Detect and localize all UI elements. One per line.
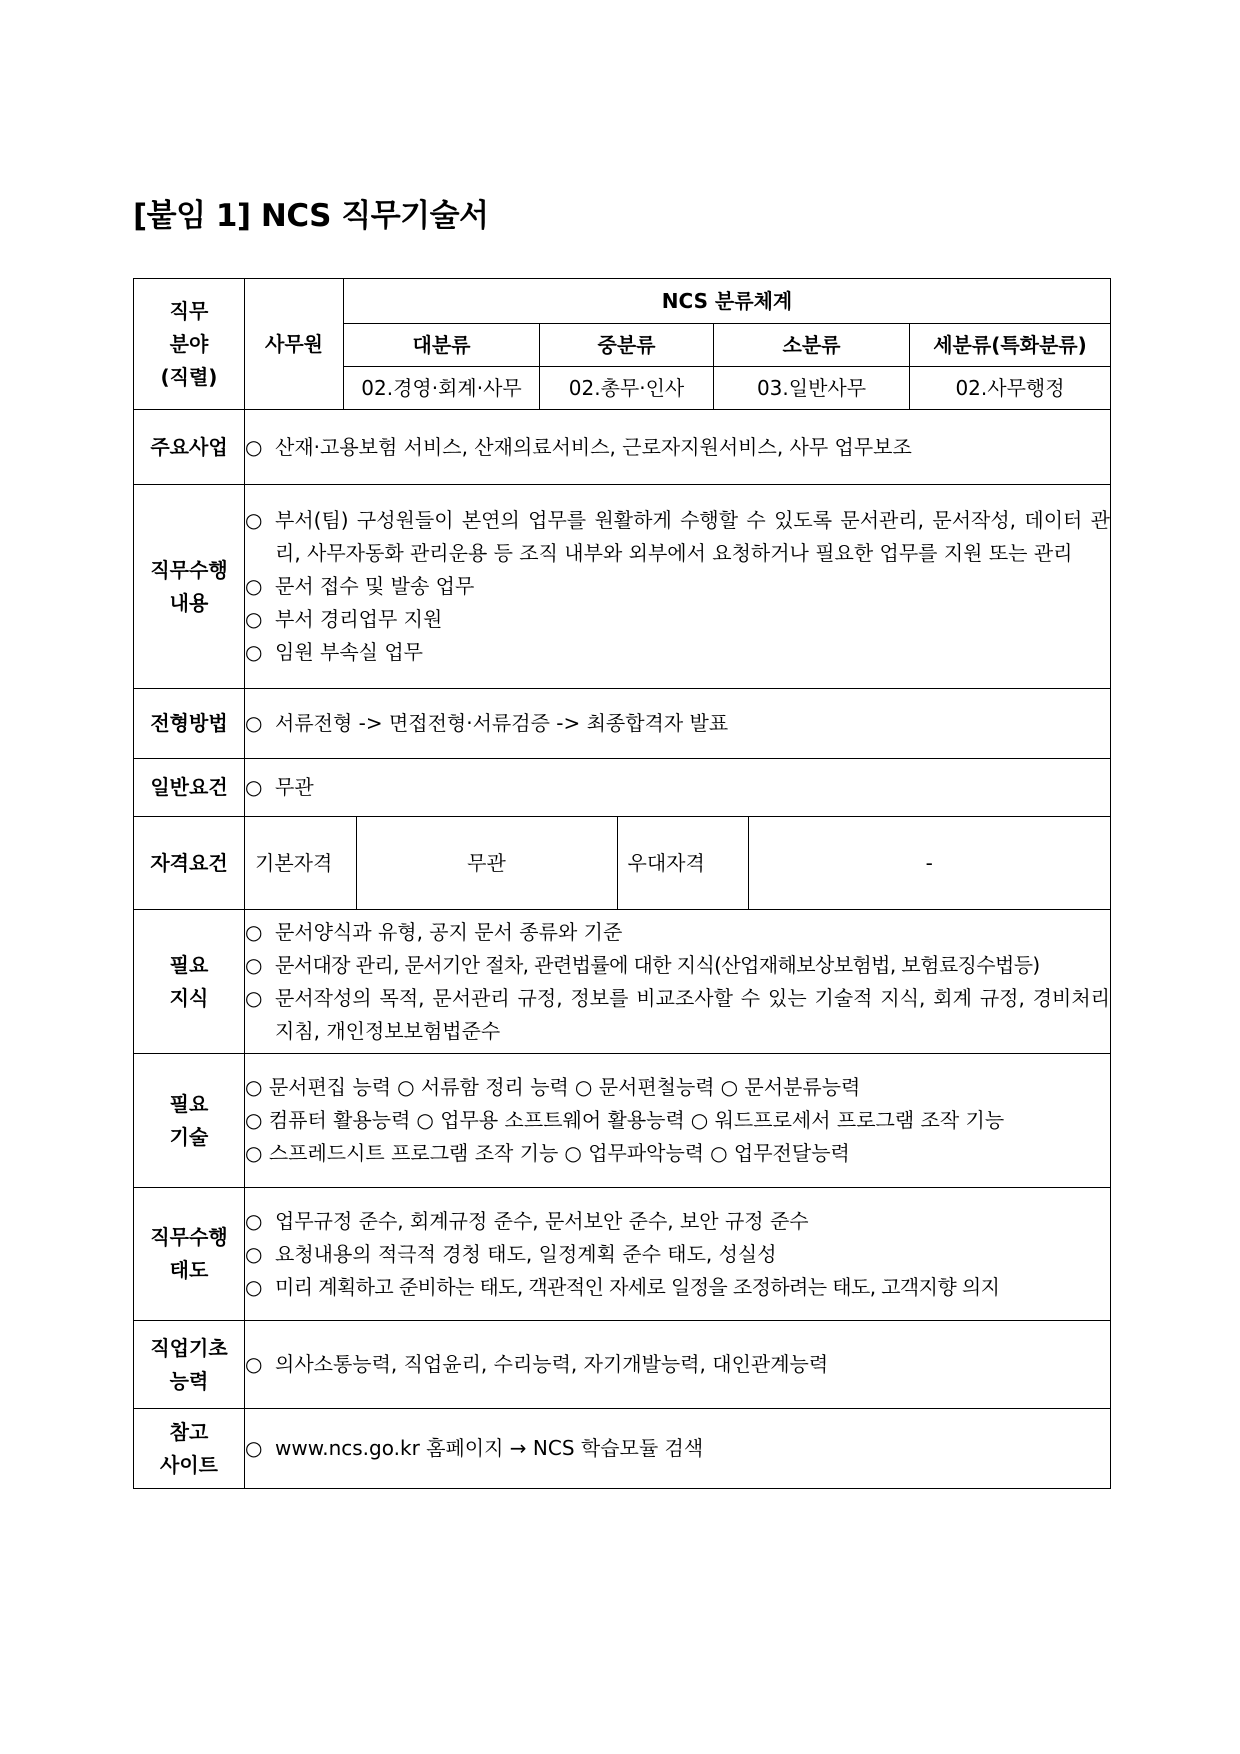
qualification-label: 자격요건 [134,817,245,910]
general-requirement-item: ○ 무관 [245,775,314,799]
value-major-category: 02.경영·회계·사무 [344,367,540,410]
job-field-value: 사무원 [245,279,344,410]
reference-item: ○ www.ncs.go.kr 홈페이지 → NCS 학습모듈 검색 [245,1436,704,1460]
column-major-category: 대분류 [344,324,540,367]
attitude-content [245,1188,1111,1321]
selection-content [245,689,1111,759]
knowledge-item: ○ 문서작성의 목적, 문서관리 규정, 정보를 비교조사할 수 있는 기술적 지식, 회계 규정, 경비처리 지침, 개인정보보험법준수 [245,985,1110,1043]
skills-content [245,1054,1111,1188]
attitude-label: 직무수행 태도 [134,1188,245,1321]
skills-line: ○ 컴퓨터 활용능력 ○ 업무용 소프트웨어 활용능력 ○ 워드프로세서 프로그램 조작 기능 [245,1108,1005,1132]
preferred-qualification-label: 우대자격 [617,817,748,909]
basic-ability-item: ○ 의사소통능력, 직업윤리, 수리능력, 자기개발능력, 대인관계능력 [245,1352,829,1376]
value-detail-category: 02.사무행정 [910,367,1111,410]
preferred-qualification-value: - [925,850,933,875]
duties-content [245,485,1111,689]
column-minor-category: 소분류 [714,324,910,367]
column-detail-category: 세분류(특화분류) [910,324,1111,367]
basic-qualification-label: 기본자격 [245,817,356,909]
reference-label: 참고 사이트 [134,1409,245,1489]
knowledge-item: ○ 문서대장 관리, 문서기안 절차, 관련법률에 대한 지식(산업재해보상보험법, 보험료징수법등) [245,952,1040,977]
general-requirement-content [245,759,1111,817]
knowledge-item: ○ 문서양식과 유형, 공지 문서 종류와 기준 [245,919,623,944]
main-business-content [245,410,1111,485]
skills-line: ○ 스프레드시트 프로그램 조작 기능 ○ 업무파악능력 ○ 업무전달능력 [245,1141,850,1165]
basic-qualification-value: 무관 [356,817,617,909]
document-title: [붙임 1] NCS 직무기술서 [133,198,489,234]
job-field-label: 직무 분야 (직렬) [134,279,245,410]
value-minor-category: 03.일반사무 [714,367,910,410]
selection-label: 전형방법 [134,689,245,759]
duty-item: ○ 문서 접수 및 발송 업무 [245,574,475,598]
ncs-classification-title: NCS 분류체계 [344,279,1111,324]
duties-label: 직무수행 내용 [134,485,245,689]
duty-item: ○ 임원 부속실 업무 [245,640,423,664]
general-requirement-label: 일반요건 [134,759,245,817]
selection-item: ○ 서류전형 -> 면접전형·서류검증 -> 최종합격자 발표 [245,711,729,735]
reference-content [245,1409,1111,1489]
main-business-label: 주요사업 [134,410,245,485]
value-middle-category: 02.총무·인사 [540,367,714,410]
skills-line: ○ 문서편집 능력 ○ 서류함 정리 능력 ○ 문서편철능력 ○ 문서분류능력 [245,1075,861,1099]
knowledge-label: 필요 지식 [134,910,245,1054]
attitude-item: ○ 미리 계획하고 준비하는 태도, 객관적인 자세로 일정을 조정하려는 태도, 고객지향 의지 [245,1274,1000,1299]
duty-item: ○ 부서(팀) 구성원들이 본연의 업무를 원활하게 수행할 수 있도록 문서관리, 문서작성, 데이터 관리, 사무자동화 관리운용 등 조직 내부와 외부에서 요청하거나 필요한 업무를 지원 또는 관리 [245,508,1110,565]
main-business-item: ○ 산재·고용보험 서비스, 산재의료서비스, 근로자지원서비스, 사무 업무보조 [245,434,912,459]
attitude-item: ○ 업무규정 준수, 회계규정 준수, 문서보안 준수, 보안 규정 준수 [245,1208,809,1233]
column-middle-category: 중분류 [540,324,714,367]
skills-label: 필요 기술 [134,1054,245,1188]
attitude-item: ○ 요청내용의 적극적 경청 태도, 일정계획 준수 태도, 성실성 [245,1241,777,1266]
knowledge-content [245,910,1111,1054]
duty-item: ○ 부서 경리업무 지원 [245,607,443,631]
basic-ability-content [245,1321,1111,1409]
qualification-content [245,817,1111,910]
ncs-job-description-table [133,278,1111,1489]
basic-ability-label: 직업기초 능력 [134,1321,245,1409]
